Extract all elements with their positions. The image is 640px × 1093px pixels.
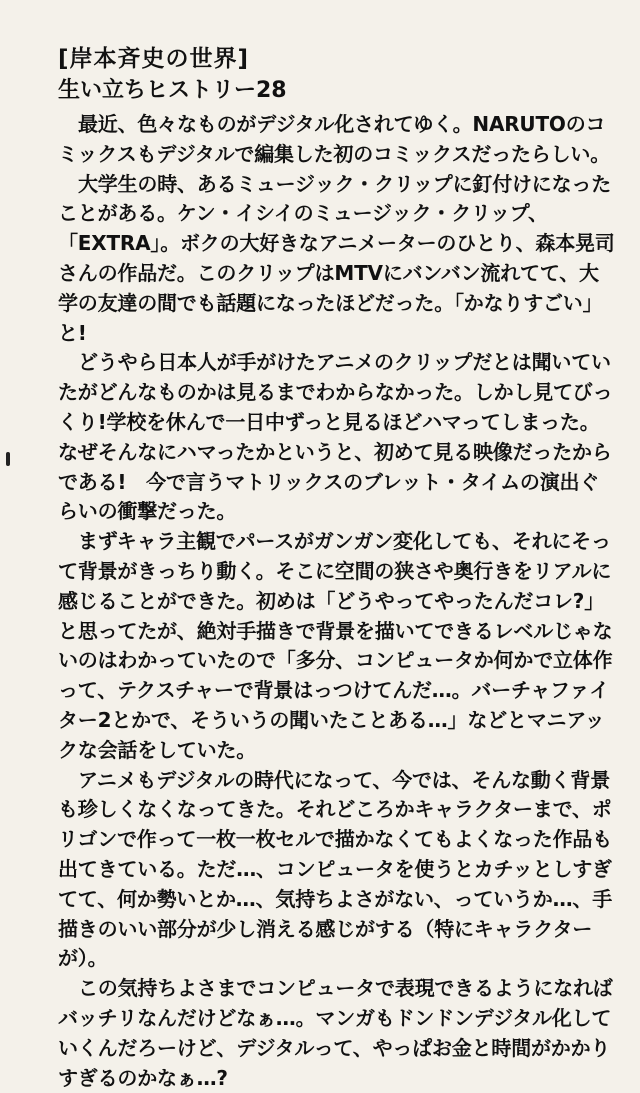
page-edge-mark (6, 452, 10, 466)
paragraph-6: この気持ちよさまでコンピュータで表現できるようになればバッチリなんだけどなぁ…。マンガもドンドンデジタル化していくんだろーけど、デジタルって、やっぱお金と時間がかかりすぎるのかなぁ…? (58, 976, 613, 1090)
paragraph-5: アニメもデジタルの時代になって、今では、そんな動く背景も珍しくなくなってきた。それどころかキャラクターまで、ポリゴンで作って一枚一枚セルで描かなくてもよくなった作品も出てきている。ただ…、コンピュータを使うとカチッとしすぎてて、何か勢いとか…、気持ちよさがない、っていうか…、手描きのいい部分が少し消える感じがする（特にキャラクターが）。 (58, 767, 612, 971)
paragraph-2: 大学生の時、あるミュージック・クリップに釘付けになったことがある。ケン・イシイのミュージック・クリップ、「EXTRA」。ボクの大好きなアニメーターのひとり、森本晃司さんの作品だ。このクリップはMTVにバンバン流れてて、大学の友達の間でも話題になったほどだった。「かなりすごい」と! (58, 171, 615, 345)
article (58, 44, 618, 1093)
paragraph-3: どうやら日本人が手がけたアニメのクリップだとは聞いていたがどんなものかは見るまでわからなかった。しかし見てびっくり!学校を休んで一日中ずっと見るほどハマってしまった。なぜそんなにハマったかというと、初めて見る映像だったからである! 今で言うマトリックスのブレット・タイムの演出ぐらいの衝撃だった。 (58, 350, 613, 524)
paragraph-4: まずキャラ主観でパースがガンガン変化しても、それにそって背景がきっちり動く。そこに空間の狭さや奥行きをリアルに感じることができた。初めは「どうやってやったんだコレ?」と思ってたが、絶対手描きで背景を描いてできるレベルじゃないのはわかっていたので「多分、コンピュータか何かで立体作って、テクスチャーで背景はっつけてんだ…。バーチャファイター2とかで、そういうの聞いたことある…」などとマニアックな会話をしていた。 (58, 529, 613, 762)
article-title: 生い立ちヒストリー28 (58, 78, 287, 103)
article-body (58, 110, 618, 1093)
paragraph-1: 最近、色々なものがデジタル化されてゆく。NARUTOのコミックスもデジタルで編集した初のコミックスだったらしい。 (58, 112, 610, 166)
section-heading: [岸本斉史の世界] (58, 46, 250, 72)
